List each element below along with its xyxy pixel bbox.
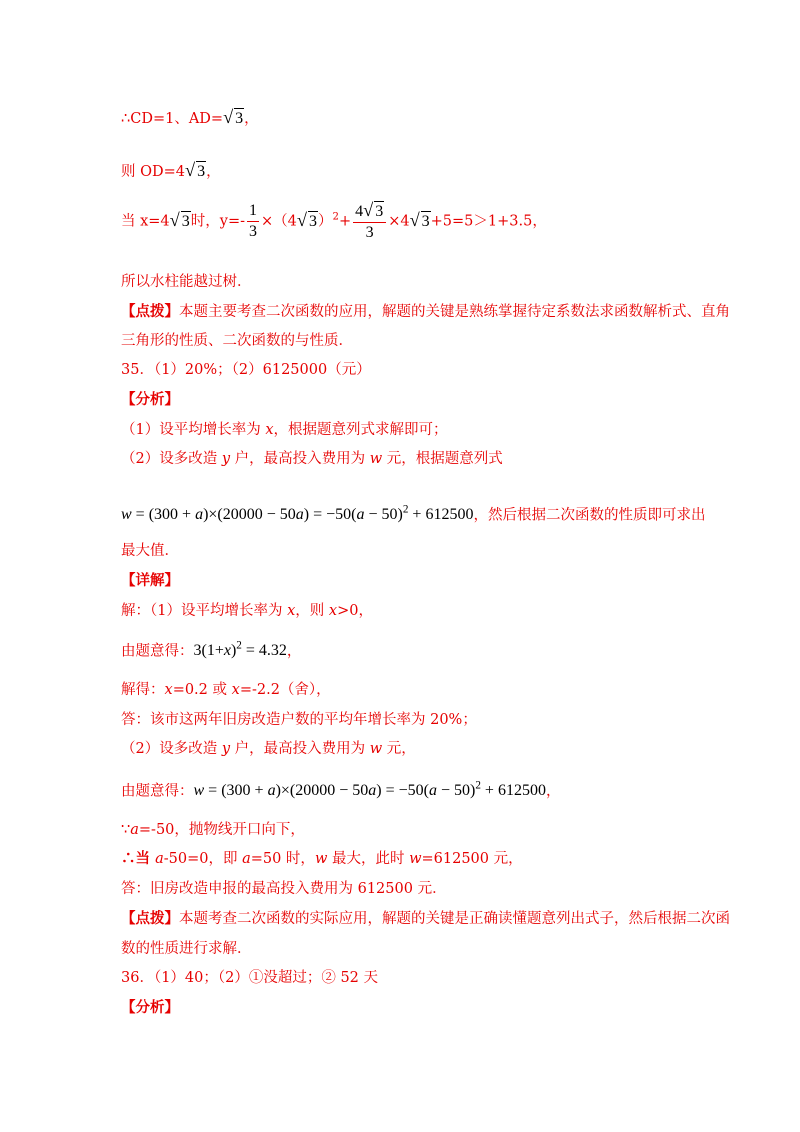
solution-heading: 【详解】	[121, 572, 179, 589]
formula-w: $w = (300 + a)\times(20000 - 50a) = -50(a - 50)^2 + 612500$	[121, 504, 474, 524]
fraction-4root3-3: $\frac{4√ 3}{3}$	[353, 200, 386, 243]
text: -50=0，即	[163, 851, 243, 867]
solution-line-5	[121, 849, 523, 869]
text: 户，最高投入费用为	[230, 741, 370, 757]
punct: ，	[545, 783, 561, 800]
text: +	[338, 213, 352, 230]
solution-equation-1	[121, 636, 301, 661]
hint-line-2: 三角形的性质、二次函数的与性质．	[121, 333, 353, 349]
answer-36: 36．（1）40；（2）①没超过；② 52 天	[121, 970, 379, 986]
text: ×（4	[261, 213, 297, 230]
var-w: w	[314, 851, 328, 867]
text: （1）设平均增长率为	[121, 422, 266, 438]
text: =50 时，	[250, 851, 315, 867]
punct: ，	[206, 164, 221, 180]
hint-line-4: 数的性质进行求解．	[121, 941, 252, 957]
text: 由题意得：	[121, 643, 194, 660]
text: ，然后根据二次函数的性质即可求出	[473, 507, 706, 524]
sqrt-3: √ 3	[223, 107, 244, 127]
analysis-line-1	[121, 420, 448, 440]
text: 户，最高投入费用为	[230, 451, 370, 467]
text: ∴当	[121, 850, 156, 867]
text: >0，	[337, 603, 373, 619]
solution-equation-2	[121, 776, 560, 801]
sqrt-3: √ 3	[296, 209, 317, 230]
var-w: w	[369, 451, 383, 467]
fraction-1-3: $\frac{1}{3}$	[249, 202, 258, 240]
punct: ，	[286, 643, 302, 660]
analysis-heading-36: 【分析】	[121, 999, 179, 1016]
line-od	[121, 160, 221, 182]
text: 解：（1）设平均增长率为	[121, 603, 288, 619]
text: ∴CD=1、AD=	[121, 111, 224, 127]
text: 时，y=-	[190, 213, 246, 230]
text: 最大，此时	[327, 851, 410, 867]
var-x: x	[164, 682, 173, 698]
text: （2）设多改造	[121, 451, 222, 467]
analysis-line-2	[121, 449, 503, 469]
sqrt-3: √ 3	[185, 160, 206, 180]
text: +5=5＞1+3.5，	[430, 213, 547, 230]
var-x: x	[265, 422, 274, 438]
sqrt-3: √ 3	[169, 209, 190, 230]
var-y: y	[221, 741, 231, 757]
var-x: x	[328, 603, 338, 619]
solution-answer-2: 答：旧房改造申报的最高投入费用为 612500 元．	[121, 881, 447, 897]
text: 元，	[382, 741, 416, 757]
punct: ，	[244, 111, 259, 127]
hint-line-1	[121, 302, 730, 322]
conclusion-line: 所以水柱能越过树．	[121, 274, 252, 290]
line-x-calc	[121, 200, 547, 243]
text: ×4	[388, 213, 410, 230]
solution-line-2	[121, 680, 331, 700]
analysis-line-3: 最大值．	[121, 543, 179, 559]
var-a: a	[155, 851, 164, 867]
hint-tag: 【点拨】	[121, 303, 179, 320]
var-y: y	[221, 451, 231, 467]
text: =0.2 或	[172, 682, 232, 698]
text: 元，根据题意列式	[382, 451, 503, 467]
var-w: w	[409, 851, 422, 867]
var-w: w	[369, 741, 383, 757]
text: 当 x=4	[121, 213, 170, 230]
text: ，则	[295, 603, 329, 619]
answer-35: 35．（1）20%；（2）6125000（元）	[121, 362, 371, 378]
text: =-50，抛物线开口向下，	[138, 822, 305, 838]
analysis-heading: 【分析】	[121, 391, 179, 408]
solution-answer-1: 答：该市这两年旧房改造户数的平均年增长率为 20%；	[121, 712, 477, 728]
hint-tag: 【点拨】	[121, 910, 179, 927]
text: ∵	[121, 822, 131, 838]
var-a: a	[130, 822, 139, 838]
text: =612500 元，	[421, 851, 523, 867]
text: （2）设多改造	[121, 741, 222, 757]
var-x: x	[231, 682, 240, 698]
var-a: a	[242, 851, 251, 867]
line-cd-ad	[121, 107, 259, 129]
solution-line-4	[121, 820, 305, 840]
text: =-2.2（舍），	[239, 682, 331, 698]
equation: $3(1+x)^2 = 4.32$	[193, 640, 287, 660]
solution-line-1	[121, 601, 373, 621]
sqrt-3: √ 3	[409, 209, 430, 230]
solution-line-3	[121, 739, 416, 759]
analysis-formula-line	[121, 500, 705, 525]
text: 则 OD=4	[121, 164, 185, 180]
superscript: 2	[332, 211, 339, 223]
hint-text: 本题主要考查二次函数的应用，解题的关键是熟练掌握待定系数法求函数解析式、直角	[179, 304, 730, 320]
formula-w: $w = (300 + a)\times(20000 - 50a) = -50(a - 50)^2 + 612500$	[193, 780, 546, 800]
text: 解得：	[121, 682, 165, 698]
text: ，根据题意列式求解即可；	[273, 422, 448, 438]
hint-line-3	[121, 909, 730, 929]
hint-text: 本题考查二次函数的实际应用，解题的关键是正确读懂题意列出式子，然后根据二次函	[179, 911, 730, 927]
var-x: x	[287, 603, 296, 619]
text: ）	[317, 213, 333, 230]
text: 由题意得：	[121, 783, 194, 800]
